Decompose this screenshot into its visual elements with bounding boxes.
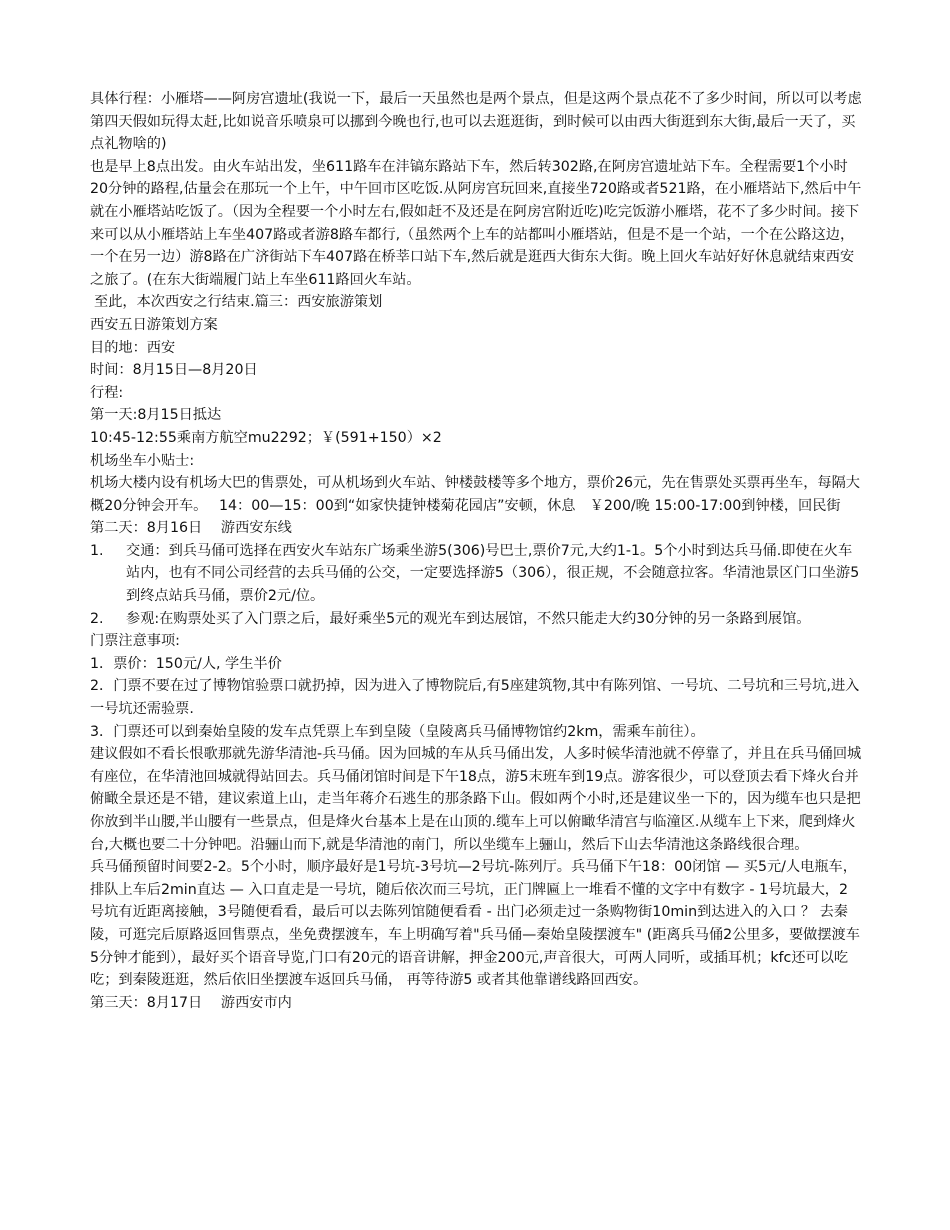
huaqing-paragraph: 建议假如不看长恨歌那就先游华清池-兵马俑。因为回城的车从兵马俑出发，人多时候华清池就不停靠了，并且在兵马俑回城有座位，在华清池回城就得站回去。兵马俑闭馆时间是下午18点，游5末班车到19点。游客很少，可以登顶去看下烽火台并俯瞰全景还是不错，建议索道上山，走当年蒋介石逃生的那条路下山。假如两个小时,还是建议坐一下的，因为缆车也只是把你放到半山腰,半山腰有一些景点，但是烽火台基本上是在山顶的.缆车上可以俯瞰华清宫与临潼区.从缆车上下来，爬到烽火台,大概也要二十分钟吧。沿骊山而下,就是华清池的南门，所以坐缆车上骊山，然后下山去华清池这条路线很合理。: [90, 746, 862, 853]
ticket-notes-heading: 门票注意事项:: [90, 633, 180, 650]
day1-heading: 第一天:8月15日抵达: [90, 407, 222, 424]
list-item: [90, 540, 862, 608]
terracotta-paragraph: 兵马俑预留时间要2-2。5个小时，顺序最好是1号坑-3号坑—2号坑-陈列厅。兵马俑下午18：00闭馆 — 买5元/人电瓶车，排队上车后2min直达 — 入口直走是一号坑，随后依次而三号坑，正门牌匾上一堆看不懂的文字中有数字 - 1号坑最大，2号坑有近距离接触，3号随便看看，最后可以去陈列馆随便看看 - 出门必须走过一条购物街10min到达进入的入口 ？ 去秦陵，可逛完后原路返回售票点，坐免费摆渡车，车上明确写着"兵马俑—秦始皇陵摆渡车" (距离兵马俑2公里多，要做摆渡车5分钟才能到），最好买个语音导览,门口有20元的语音讲解，押金200元,声音很大，可两人同听，或插耳机；kfc还可以吃吃；到秦陵逛逛，然后依旧坐摆渡车返回兵马俑， 再等待游5 或者其他靠谱线路回西安。: [90, 859, 860, 989]
list-number: 2.: [90, 610, 104, 627]
ticket-note-price: 1．票价：150元/人, 学生半价: [90, 655, 282, 672]
ticket-note-keep: 2．门票不要在过了博物馆验票口就扔掉，因为进入了博物院后,有5座建筑物,其中有陈列馆、一号坑、二号坑和三号坑,进入一号坑还需验票.: [90, 678, 860, 718]
section-end-line: 至此，本次西安之行结束.篇三：西安旅游策划: [94, 294, 383, 311]
list-text: 交通：到兵马俑可选择在西安火车站东广场乘坐游5(306)号巴士,票价7元,大约1-1。5个小时到达兵马俑.即使在火车站内，也有不同公司经营的去兵马俑的公交，一定要选择游5（306），很正规，不会随意拉客。华清池景区门口坐游5到终点站兵马俑，票价2元/位。: [126, 542, 860, 605]
plan-title: 西安五日游策划方案: [90, 316, 218, 333]
flight-line: 10:45-12:55乘南方航空mu2292；￥(591+150）×2: [90, 429, 442, 446]
date-line: 时间：8月15日—8月20日: [90, 362, 258, 379]
day2-heading: 第二天：8月16日 游西安东线: [90, 520, 292, 537]
ticket-note-mausoleum: 3．门票还可以到秦始皇陵的发车点凭票上车到皇陵（皇陵离兵马俑博物馆约2km，需乘车前往）。: [90, 723, 705, 740]
day3-heading: 第三天：8月17日 游西安市内: [90, 994, 292, 1011]
airport-tips-paragraph: 机场大楼内设有机场大巴的售票处，可从机场到火车站、钟楼鼓楼等多个地方，票价26元，先在售票处买票再坐车，每隔大概20分钟会开车。 14：00—15：00到“如家快捷钟楼菊花园店”安顿，休息 ￥200/晚 15:00-17:00到钟楼，回民街: [90, 475, 860, 514]
list-text: 参观:在购票处买了入门票之后，最好乘坐5元的观光车到达展馆，不然只能走大约30分钟的另一条路到展馆。: [126, 610, 811, 627]
itinerary-intro: 具体行程：小雁塔——阿房宫遗址(我说一下，最后一天虽然也是两个景点，但是这两个景点花不了多少时间，所以可以考虑第四天假如玩得太赶,比如说音乐喷泉可以挪到今晚也行,也可以去逛逛街，到时候可以由西大街逛到东大街,最后一天了，买点礼物啥的): [90, 91, 862, 153]
itinerary-heading: 行程:: [90, 384, 124, 401]
list-item: [90, 608, 862, 631]
airport-tips-heading: 机场坐车小贴士:: [90, 452, 195, 469]
list-number: 1.: [90, 542, 104, 559]
destination-line: 目的地：西安: [90, 339, 176, 356]
departure-paragraph: 也是早上8点出发。由火车站出发，坐611路车在沣镐东路站下车，然后转302路,在阿房宫遗址站下车。全程需要1个小时20分钟的路程,估量会在那玩一个上午，中午回市区吃饭.从阿房宫玩回来,直接坐720路或者521路，在小雁塔站下,然后中午就在小雁塔站吃饭了。（因为全程要一个小时左右,假如赶不及还是在阿房宫附近吃)吃完饭游小雁塔，花不了多少时间。接下来可以从小雁塔站上车坐407路或者游8路车都行,（虽然两个上车的站都叫小雁塔站，但是不是一个站，一个在公路这边，一个在另一边）游8路在广济街站下车407路在桥莘口站下车,然后就是逛西大街东大街。晚上回火车站好好休息就结束西安之旅了。(在东大街端履门站上车坐611路回火车站。: [90, 158, 862, 288]
